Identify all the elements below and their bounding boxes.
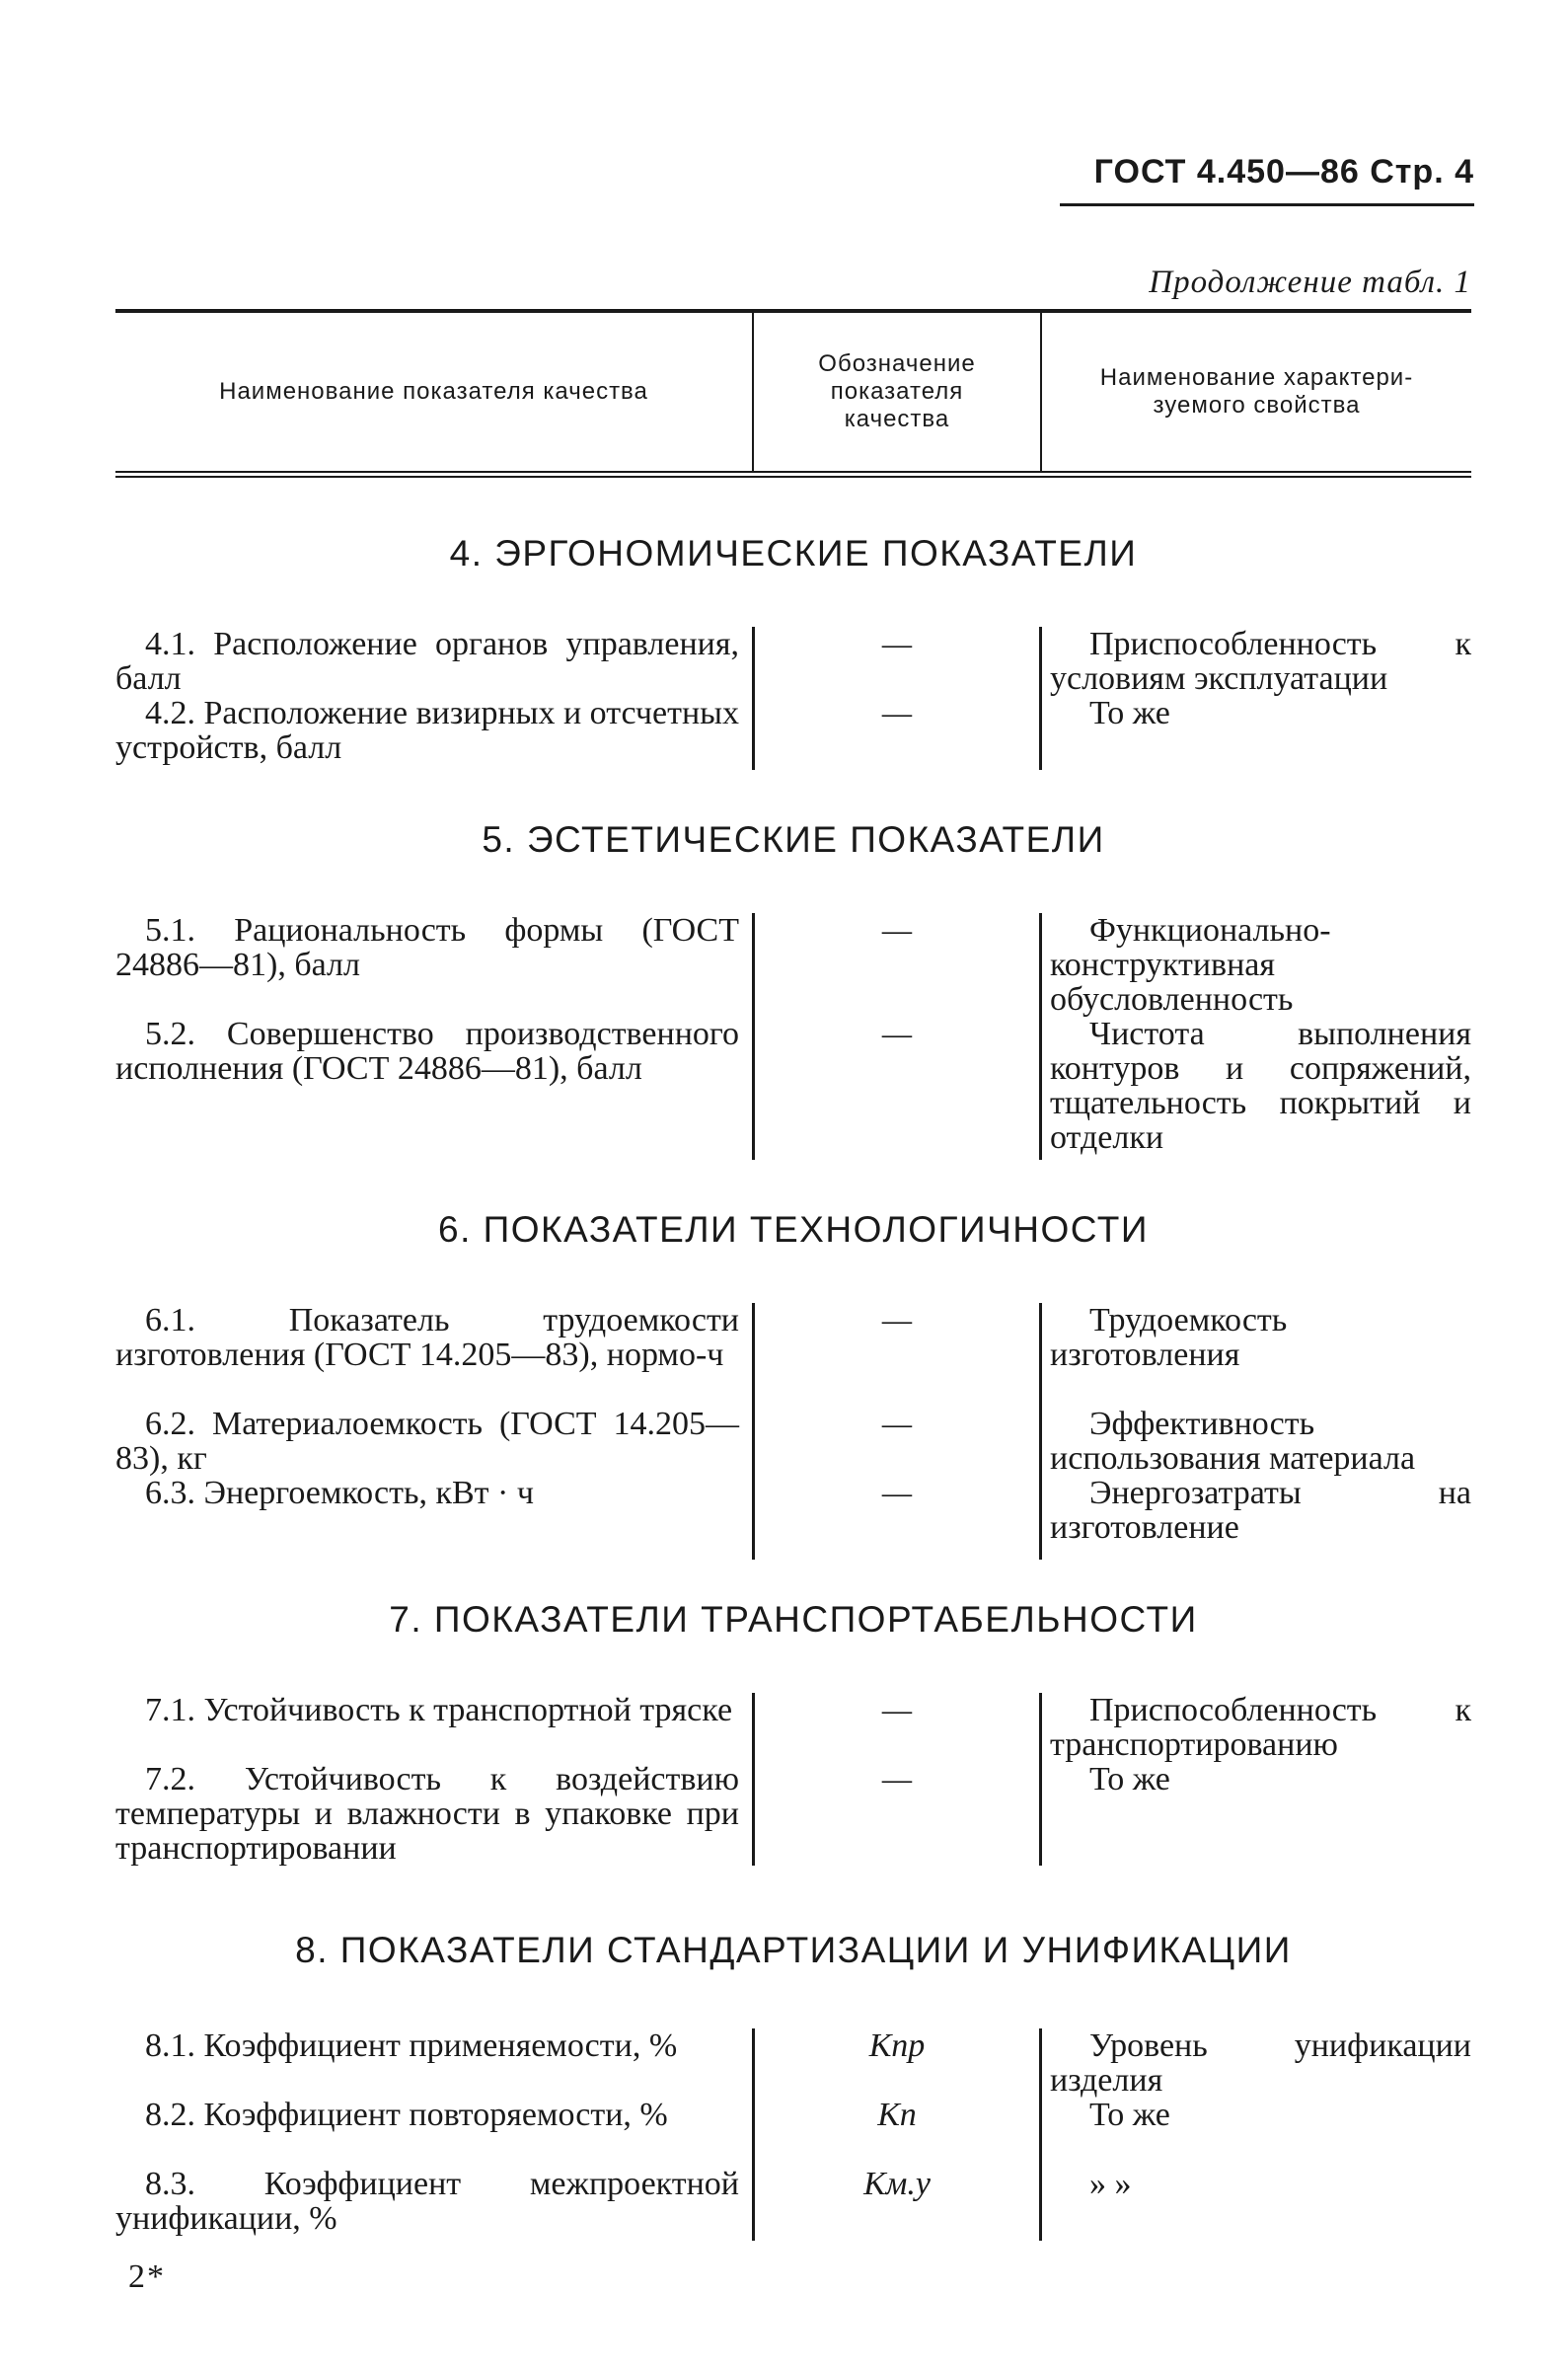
- section-block: [115, 1693, 1471, 1866]
- indicator-designation: —: [881, 1016, 913, 1052]
- column-header-property: Наименование характери- зуемого свойства: [1099, 364, 1414, 419]
- section-title: 7. ПОКАЗАТЕЛИ ТРАНСПОРТАБЕЛЬНОСТИ: [389, 1599, 1198, 1640]
- characterized-property: Трудоемкость изготовления: [1050, 1302, 1288, 1373]
- indicator-name: 6.2. Материалоемкость (ГОСТ 14.205—83), кг: [115, 1406, 739, 1477]
- table-continuation-label: Продолжение табл. 1: [1149, 265, 1471, 300]
- indicator-designation: —: [881, 695, 913, 731]
- indicator-name: 4.1. Расположение органов управления, балл: [115, 626, 739, 697]
- indicator-designation: —: [881, 912, 913, 949]
- characterized-property: Энергозатраты на изготовление: [1050, 1475, 1471, 1546]
- characterized-property: Приспособленность к условиям эксплуатации: [1050, 626, 1471, 697]
- indicator-designation: Кп: [877, 2097, 917, 2133]
- header-rule: [1060, 203, 1474, 206]
- indicator-designation: —: [881, 1475, 913, 1511]
- indicator-designation: —: [881, 1406, 913, 1442]
- section-block: [115, 627, 1471, 770]
- characterized-property: То же: [1089, 2097, 1170, 2133]
- indicator-name: 6.3. Энергоемкость, кВт · ч: [145, 1475, 534, 1511]
- indicator-designation: Кпр: [868, 2027, 926, 2064]
- indicator-name: 5.2. Совершенство производственного исполнения (ГОСТ 24886—81), балл: [115, 1016, 739, 1087]
- indicator-name: 7.2. Устойчивость к воздействию температуры и влажности в упаковке при транспортировании: [115, 1761, 739, 1867]
- characterized-property: Приспособленность к транспортированию: [1050, 1692, 1471, 1763]
- indicator-name: 6.1. Показатель трудоемкости изготовления (ГОСТ 14.205—83), нормо-ч: [115, 1302, 739, 1373]
- indicator-designation: —: [881, 1761, 913, 1797]
- section-title: 5. ЭСТЕТИЧЕСКИЕ ПОКАЗАТЕЛИ: [482, 819, 1105, 860]
- indicator-designation: —: [881, 626, 913, 662]
- characterized-property: » »: [1089, 2166, 1132, 2202]
- column-header-designation: Обозначение показателя качества: [818, 350, 976, 432]
- indicator-name: 7.1. Устойчивость к транспортной тряске: [145, 1692, 733, 1728]
- characterized-property: Чистота выполнения контуров и сопряжений, тщательность покрытий и отделки: [1050, 1016, 1471, 1156]
- column-divider: [1039, 1693, 1042, 1866]
- indicator-designation: Км.у: [863, 2166, 931, 2202]
- column-divider: [1039, 627, 1042, 770]
- column-header-name: Наименование показателя качества: [219, 378, 648, 405]
- header-double-rule: [115, 471, 1471, 478]
- characterized-property: Функционально-конструктивная обусловленность: [1050, 912, 1331, 1018]
- section-block: [115, 1303, 1471, 1560]
- characterized-property: То же: [1089, 695, 1170, 731]
- indicator-designation: —: [881, 1692, 913, 1728]
- section-block: [115, 913, 1471, 1160]
- column-divider: [1039, 1303, 1042, 1560]
- section-title: 8. ПОКАЗАТЕЛИ СТАНДАРТИЗАЦИИ И УНИФИКАЦИИ: [295, 1930, 1292, 1970]
- section-title: 6. ПОКАЗАТЕЛИ ТЕХНОЛОГИЧНОСТИ: [438, 1209, 1149, 1250]
- column-divider: [1039, 913, 1042, 1160]
- indicator-name: 8.2. Коэффициент повторяемости, %: [145, 2097, 668, 2133]
- section-title: 4. ЭРГОНОМИЧЕСКИЕ ПОКАЗАТЕЛИ: [449, 533, 1138, 573]
- indicator-name: 8.3. Коэффициент межпроектной унификации, %: [115, 2166, 739, 2237]
- table-column-header: [115, 309, 1471, 479]
- indicator-designation: —: [881, 1302, 913, 1338]
- document-header: ГОСТ 4.450—86 Стр. 4: [1093, 153, 1474, 191]
- section-block: [115, 2028, 1471, 2241]
- indicator-name: 5.1. Рациональность формы (ГОСТ 24886—81), балл: [115, 912, 739, 983]
- page-signature-mark: 2*: [128, 2258, 166, 2295]
- indicator-name: 4.2. Расположение визирных и отсчетных устройств, балл: [115, 695, 740, 766]
- characterized-property: Эффективность использования материала: [1050, 1406, 1416, 1477]
- column-divider: [1039, 2028, 1042, 2241]
- indicator-name: 8.1. Коэффициент применяемости, %: [145, 2027, 678, 2064]
- characterized-property: То же: [1089, 1761, 1170, 1797]
- characterized-property: Уровень унификации изделия: [1050, 2027, 1471, 2099]
